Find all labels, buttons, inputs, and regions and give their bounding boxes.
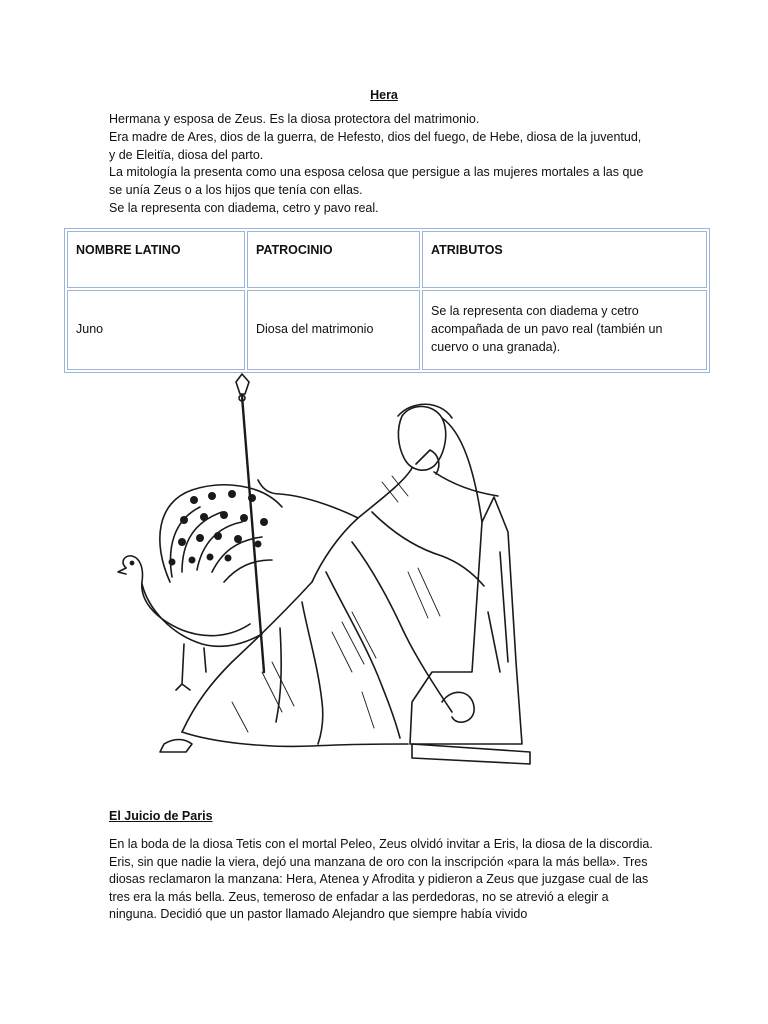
intro-line: Se la representa con diadema, cetro y pavo real. bbox=[109, 200, 379, 215]
intro-line: y de Eleitïa, diosa del parto. bbox=[109, 147, 264, 162]
hera-engraving-illustration bbox=[112, 372, 542, 794]
hera-figure bbox=[160, 404, 498, 752]
intro-line: Era madre de Ares, dios de la guerra, de Hefesto, dios del fuego, de Hebe, diosa de la juventud, bbox=[109, 129, 642, 144]
throne bbox=[410, 497, 530, 764]
section-title: El Juicio de Paris bbox=[109, 809, 213, 823]
intro-text bbox=[109, 111, 679, 218]
header-atributos: ATRIBUTOS bbox=[422, 231, 707, 288]
peacock-body bbox=[118, 556, 262, 690]
intro-line: La mitología la presenta como una esposa celosa que persigue a las mujeres mortales a las que bbox=[109, 165, 644, 180]
intro-line: Hermana y esposa de Zeus. Es la diosa protectora del matrimonio. bbox=[109, 112, 480, 126]
drapery-hatching bbox=[232, 476, 440, 732]
cell-atributos: Se la representa con diadema y cetro acompañada de un pavo real (también un cuervo o una granada). bbox=[422, 290, 707, 370]
intro-line: se unía Zeus o a los hijos que tenía con ellas. bbox=[109, 183, 363, 198]
cell-patrocinio: Diosa del matrimonio bbox=[247, 290, 420, 370]
attributes-table bbox=[64, 228, 710, 373]
header-patrocinio: PATROCINIO bbox=[247, 231, 420, 288]
table-header-row bbox=[67, 231, 707, 288]
page-title: Hera bbox=[370, 88, 398, 102]
table-row bbox=[67, 290, 707, 370]
story-paragraph: En la boda de la diosa Tetis con el mortal Peleo, Zeus olvidó invitar a Eris, la diosa de la discordia. Eris, sin que nadie la viera, dejó una manzana de oro con la inscripción «para la más bella». Tres diosas reclamaron la manzana: Hera, Atenea y Afrodita y pidieron a Zeus que juzgase cual de las tres era la más bella. Zeus, temeroso de enfadar a las perdedoras, no se atrevió a elegir a ninguna. Decidió que un pastor llamado Alejandro que siempre había vivido bbox=[109, 837, 653, 922]
cell-nombre-latino: Juno bbox=[67, 290, 245, 370]
header-nombre-latino: NOMBRE LATINO bbox=[67, 231, 245, 288]
